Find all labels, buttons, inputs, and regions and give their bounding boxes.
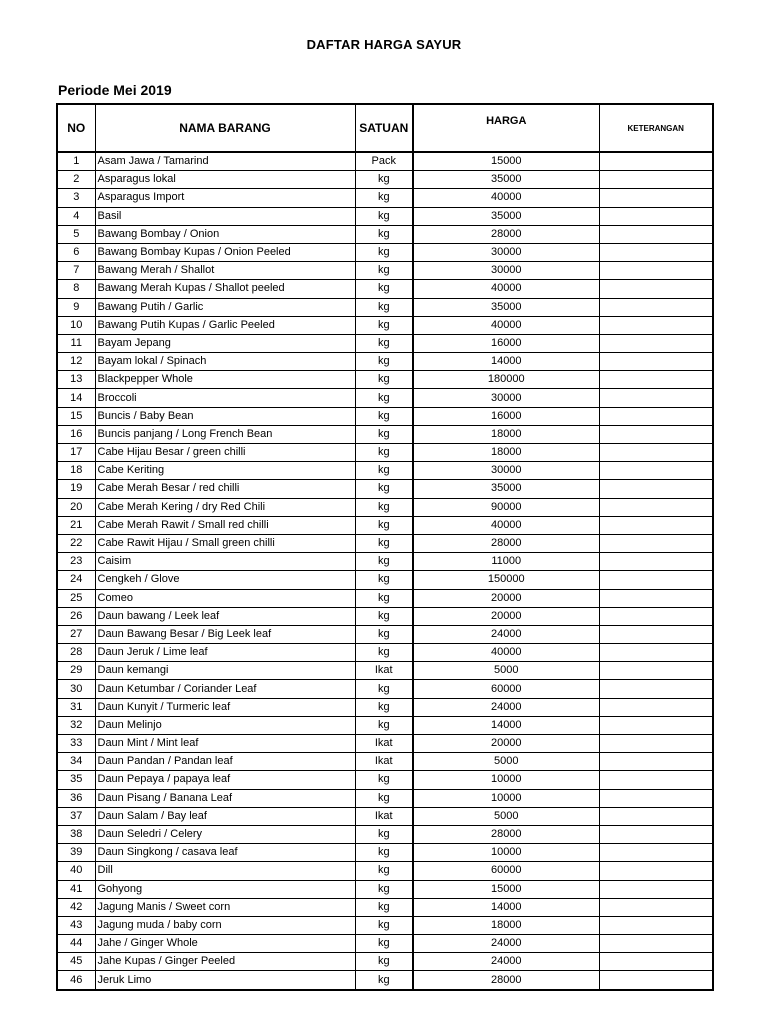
row-number: 26	[57, 607, 95, 625]
item-price: 20000	[413, 735, 599, 753]
item-note	[599, 789, 713, 807]
header-nama-barang: NAMA BARANG	[95, 104, 355, 152]
table-row	[57, 625, 713, 643]
item-note	[599, 462, 713, 480]
item-name: Bawang Putih Kupas / Garlic Peeled	[95, 316, 355, 334]
table-row	[57, 407, 713, 425]
item-name: Cabe Keriting	[95, 462, 355, 480]
table-row	[57, 316, 713, 334]
item-name: Cabe Merah Besar / red chilli	[95, 480, 355, 498]
item-name: Daun Pepaya / papaya leaf	[95, 771, 355, 789]
item-price: 15000	[413, 880, 599, 898]
table-row	[57, 807, 713, 825]
row-number: 34	[57, 753, 95, 771]
row-number: 19	[57, 480, 95, 498]
item-price: 24000	[413, 625, 599, 643]
item-note	[599, 607, 713, 625]
item-name: Daun Salam / Bay leaf	[95, 807, 355, 825]
table-row	[57, 607, 713, 625]
item-unit: kg	[355, 534, 413, 552]
table-row	[57, 680, 713, 698]
row-number: 40	[57, 862, 95, 880]
item-price: 5000	[413, 662, 599, 680]
item-note	[599, 207, 713, 225]
row-number: 8	[57, 280, 95, 298]
item-price: 60000	[413, 680, 599, 698]
item-note	[599, 425, 713, 443]
item-name: Basil	[95, 207, 355, 225]
row-number: 13	[57, 371, 95, 389]
item-price: 5000	[413, 807, 599, 825]
row-number: 22	[57, 534, 95, 552]
row-number: 36	[57, 789, 95, 807]
item-price: 35000	[413, 171, 599, 189]
row-number: 21	[57, 516, 95, 534]
table-row	[57, 953, 713, 971]
row-number: 17	[57, 444, 95, 462]
item-price: 35000	[413, 207, 599, 225]
table-body	[57, 152, 713, 990]
item-name: Daun Bawang Besar / Big Leek leaf	[95, 625, 355, 643]
header-no: NO	[57, 104, 95, 152]
table-row	[57, 825, 713, 843]
item-note	[599, 407, 713, 425]
item-unit: kg	[355, 698, 413, 716]
item-note	[599, 898, 713, 916]
table-row	[57, 644, 713, 662]
item-name: Buncis panjang / Long French Bean	[95, 425, 355, 443]
row-number: 11	[57, 334, 95, 352]
table-row	[57, 571, 713, 589]
item-name: Dill	[95, 862, 355, 880]
item-price: 30000	[413, 262, 599, 280]
item-name: Bawang Bombay / Onion	[95, 225, 355, 243]
item-note	[599, 316, 713, 334]
item-note	[599, 916, 713, 934]
item-note	[599, 644, 713, 662]
item-note	[599, 298, 713, 316]
item-price: 20000	[413, 607, 599, 625]
item-price: 28000	[413, 971, 599, 990]
row-number: 5	[57, 225, 95, 243]
table-row	[57, 207, 713, 225]
row-number: 7	[57, 262, 95, 280]
item-price: 35000	[413, 480, 599, 498]
item-name: Cengkeh / Glove	[95, 571, 355, 589]
table-row	[57, 880, 713, 898]
item-unit: kg	[355, 862, 413, 880]
row-number: 28	[57, 644, 95, 662]
table-row	[57, 462, 713, 480]
table-row	[57, 771, 713, 789]
item-price: 18000	[413, 425, 599, 443]
item-note	[599, 444, 713, 462]
item-price: 14000	[413, 716, 599, 734]
item-name: Daun Mint / Mint leaf	[95, 735, 355, 753]
item-note	[599, 807, 713, 825]
item-unit: kg	[355, 644, 413, 662]
item-price: 28000	[413, 534, 599, 552]
item-name: Jagung muda / baby corn	[95, 916, 355, 934]
item-name: Jahe Kupas / Ginger Peeled	[95, 953, 355, 971]
table-row	[57, 262, 713, 280]
item-price: 40000	[413, 516, 599, 534]
item-note	[599, 480, 713, 498]
item-name: Jagung Manis / Sweet corn	[95, 898, 355, 916]
item-name: Asparagus Import	[95, 189, 355, 207]
item-note	[599, 971, 713, 990]
row-number: 10	[57, 316, 95, 334]
item-name: Cabe Rawit Hijau / Small green chilli	[95, 534, 355, 552]
item-unit: kg	[355, 971, 413, 990]
row-number: 31	[57, 698, 95, 716]
item-price: 90000	[413, 498, 599, 516]
item-unit: kg	[355, 407, 413, 425]
item-unit: Ikat	[355, 735, 413, 753]
item-price: 40000	[413, 189, 599, 207]
table-row	[57, 171, 713, 189]
item-name: Caisim	[95, 553, 355, 571]
header-satuan: SATUAN	[355, 104, 413, 152]
row-number: 46	[57, 971, 95, 990]
item-name: Asparagus lokal	[95, 171, 355, 189]
item-note	[599, 735, 713, 753]
table-row	[57, 735, 713, 753]
item-price: 18000	[413, 916, 599, 934]
item-price: 40000	[413, 280, 599, 298]
row-number: 38	[57, 825, 95, 843]
item-price: 16000	[413, 334, 599, 352]
item-note	[599, 262, 713, 280]
item-name: Jahe / Ginger Whole	[95, 935, 355, 953]
item-note	[599, 243, 713, 261]
item-unit: Ikat	[355, 662, 413, 680]
item-name: Daun Kunyit / Turmeric leaf	[95, 698, 355, 716]
item-unit: kg	[355, 553, 413, 571]
table-row	[57, 844, 713, 862]
table-row	[57, 225, 713, 243]
item-unit: kg	[355, 571, 413, 589]
item-name: Bawang Putih / Garlic	[95, 298, 355, 316]
row-number: 15	[57, 407, 95, 425]
item-unit: kg	[355, 680, 413, 698]
item-name: Blackpepper Whole	[95, 371, 355, 389]
item-unit: kg	[355, 225, 413, 243]
row-number: 42	[57, 898, 95, 916]
item-note	[599, 625, 713, 643]
item-name: Bawang Merah / Shallot	[95, 262, 355, 280]
item-name: Daun Ketumbar / Coriander Leaf	[95, 680, 355, 698]
row-number: 27	[57, 625, 95, 643]
row-number: 6	[57, 243, 95, 261]
item-unit: kg	[355, 898, 413, 916]
row-number: 41	[57, 880, 95, 898]
row-number: 33	[57, 735, 95, 753]
item-unit: kg	[355, 789, 413, 807]
item-unit: kg	[355, 516, 413, 534]
table-row	[57, 753, 713, 771]
period-label: Periode Mei 2019	[58, 82, 172, 98]
table-row	[57, 334, 713, 352]
item-note	[599, 152, 713, 171]
item-name: Comeo	[95, 589, 355, 607]
table-row	[57, 425, 713, 443]
item-name: Bawang Merah Kupas / Shallot peeled	[95, 280, 355, 298]
item-price: 30000	[413, 389, 599, 407]
item-note	[599, 371, 713, 389]
row-number: 30	[57, 680, 95, 698]
row-number: 25	[57, 589, 95, 607]
item-price: 30000	[413, 243, 599, 261]
table-row	[57, 534, 713, 552]
item-note	[599, 844, 713, 862]
item-price: 11000	[413, 553, 599, 571]
item-unit: kg	[355, 389, 413, 407]
item-name: Bayam Jepang	[95, 334, 355, 352]
item-name: Bayam lokal / Spinach	[95, 353, 355, 371]
item-name: Broccoli	[95, 389, 355, 407]
item-price: 28000	[413, 825, 599, 843]
table-row	[57, 971, 713, 990]
item-price: 16000	[413, 407, 599, 425]
item-price: 150000	[413, 571, 599, 589]
item-unit: kg	[355, 371, 413, 389]
item-note	[599, 389, 713, 407]
item-note	[599, 589, 713, 607]
table-row	[57, 498, 713, 516]
table-row	[57, 898, 713, 916]
item-name: Daun bawang / Leek leaf	[95, 607, 355, 625]
table-row	[57, 389, 713, 407]
item-unit: kg	[355, 771, 413, 789]
item-unit: kg	[355, 589, 413, 607]
item-price: 10000	[413, 789, 599, 807]
item-unit: kg	[355, 625, 413, 643]
price-table	[56, 103, 714, 991]
item-unit: kg	[355, 916, 413, 934]
table-row	[57, 553, 713, 571]
table-row	[57, 371, 713, 389]
table-row	[57, 516, 713, 534]
item-unit: kg	[355, 480, 413, 498]
item-price: 15000	[413, 152, 599, 171]
item-unit: kg	[355, 334, 413, 352]
row-number: 43	[57, 916, 95, 934]
item-price: 5000	[413, 753, 599, 771]
table-row	[57, 444, 713, 462]
item-price: 10000	[413, 844, 599, 862]
item-unit: Pack	[355, 152, 413, 171]
row-number: 45	[57, 953, 95, 971]
item-price: 18000	[413, 444, 599, 462]
item-name: Bawang Bombay Kupas / Onion Peeled	[95, 243, 355, 261]
item-name: Cabe Hijau Besar / green chilli	[95, 444, 355, 462]
item-unit: kg	[355, 171, 413, 189]
item-price: 28000	[413, 225, 599, 243]
item-note	[599, 662, 713, 680]
item-unit: kg	[355, 262, 413, 280]
item-price: 14000	[413, 898, 599, 916]
item-note	[599, 498, 713, 516]
row-number: 12	[57, 353, 95, 371]
item-unit: kg	[355, 243, 413, 261]
table-row	[57, 589, 713, 607]
item-note	[599, 825, 713, 843]
item-note	[599, 189, 713, 207]
item-price: 180000	[413, 371, 599, 389]
item-note	[599, 935, 713, 953]
row-number: 39	[57, 844, 95, 862]
item-price: 24000	[413, 698, 599, 716]
item-name: Jeruk Limo	[95, 971, 355, 990]
table-row	[57, 353, 713, 371]
item-note	[599, 953, 713, 971]
item-price: 24000	[413, 935, 599, 953]
item-name: Cabe Merah Rawit / Small red chilli	[95, 516, 355, 534]
table-row	[57, 716, 713, 734]
table-row	[57, 298, 713, 316]
row-number: 20	[57, 498, 95, 516]
item-name: Daun Singkong / casava leaf	[95, 844, 355, 862]
item-unit: kg	[355, 880, 413, 898]
item-note	[599, 771, 713, 789]
item-unit: kg	[355, 953, 413, 971]
item-unit: kg	[355, 844, 413, 862]
item-unit: kg	[355, 716, 413, 734]
item-unit: kg	[355, 607, 413, 625]
item-price: 14000	[413, 353, 599, 371]
table-row	[57, 189, 713, 207]
row-number: 18	[57, 462, 95, 480]
item-note	[599, 280, 713, 298]
document-title: DAFTAR HARGA SAYUR	[306, 37, 462, 52]
item-note	[599, 571, 713, 589]
item-unit: kg	[355, 825, 413, 843]
row-number: 1	[57, 152, 95, 171]
item-note	[599, 553, 713, 571]
item-unit: kg	[355, 425, 413, 443]
item-name: Daun kemangi	[95, 662, 355, 680]
table-row	[57, 789, 713, 807]
item-price: 60000	[413, 862, 599, 880]
item-unit: Ikat	[355, 807, 413, 825]
item-price: 35000	[413, 298, 599, 316]
item-name: Daun Seledri / Celery	[95, 825, 355, 843]
table-row	[57, 152, 713, 171]
row-number: 9	[57, 298, 95, 316]
row-number: 14	[57, 389, 95, 407]
item-note	[599, 353, 713, 371]
item-unit: kg	[355, 280, 413, 298]
item-unit: kg	[355, 316, 413, 334]
row-number: 23	[57, 553, 95, 571]
row-number: 32	[57, 716, 95, 734]
item-note	[599, 716, 713, 734]
table-row	[57, 280, 713, 298]
item-note	[599, 680, 713, 698]
item-unit: Ikat	[355, 753, 413, 771]
table-row	[57, 698, 713, 716]
row-number: 35	[57, 771, 95, 789]
item-unit: kg	[355, 207, 413, 225]
row-number: 44	[57, 935, 95, 953]
table-header-row	[57, 104, 713, 152]
table-row	[57, 916, 713, 934]
item-note	[599, 534, 713, 552]
item-name: Asam Jawa / Tamarind	[95, 152, 355, 171]
item-unit: kg	[355, 444, 413, 462]
header-keterangan: KETERANGAN	[599, 104, 713, 152]
item-price: 30000	[413, 462, 599, 480]
item-unit: kg	[355, 935, 413, 953]
item-price: 20000	[413, 589, 599, 607]
item-price: 10000	[413, 771, 599, 789]
item-note	[599, 334, 713, 352]
item-price: 40000	[413, 644, 599, 662]
item-note	[599, 171, 713, 189]
item-unit: kg	[355, 298, 413, 316]
row-number: 4	[57, 207, 95, 225]
item-note	[599, 225, 713, 243]
item-price: 40000	[413, 316, 599, 334]
row-number: 2	[57, 171, 95, 189]
item-name: Daun Jeruk / Lime leaf	[95, 644, 355, 662]
item-unit: kg	[355, 462, 413, 480]
row-number: 3	[57, 189, 95, 207]
item-name: Daun Pandan / Pandan leaf	[95, 753, 355, 771]
item-name: Daun Melinjo	[95, 716, 355, 734]
item-unit: kg	[355, 353, 413, 371]
item-name: Cabe Merah Kering / dry Red Chili	[95, 498, 355, 516]
table-row	[57, 935, 713, 953]
item-note	[599, 516, 713, 534]
item-note	[599, 753, 713, 771]
header-harga: HARGA	[413, 104, 599, 152]
row-number: 24	[57, 571, 95, 589]
item-price: 24000	[413, 953, 599, 971]
item-unit: kg	[355, 189, 413, 207]
table-row	[57, 243, 713, 261]
table-row	[57, 862, 713, 880]
row-number: 29	[57, 662, 95, 680]
item-name: Buncis / Baby Bean	[95, 407, 355, 425]
row-number: 37	[57, 807, 95, 825]
item-name: Gohyong	[95, 880, 355, 898]
item-note	[599, 698, 713, 716]
table-row	[57, 480, 713, 498]
item-unit: kg	[355, 498, 413, 516]
table-row	[57, 662, 713, 680]
item-name: Daun Pisang / Banana Leaf	[95, 789, 355, 807]
item-note	[599, 862, 713, 880]
item-note	[599, 880, 713, 898]
row-number: 16	[57, 425, 95, 443]
